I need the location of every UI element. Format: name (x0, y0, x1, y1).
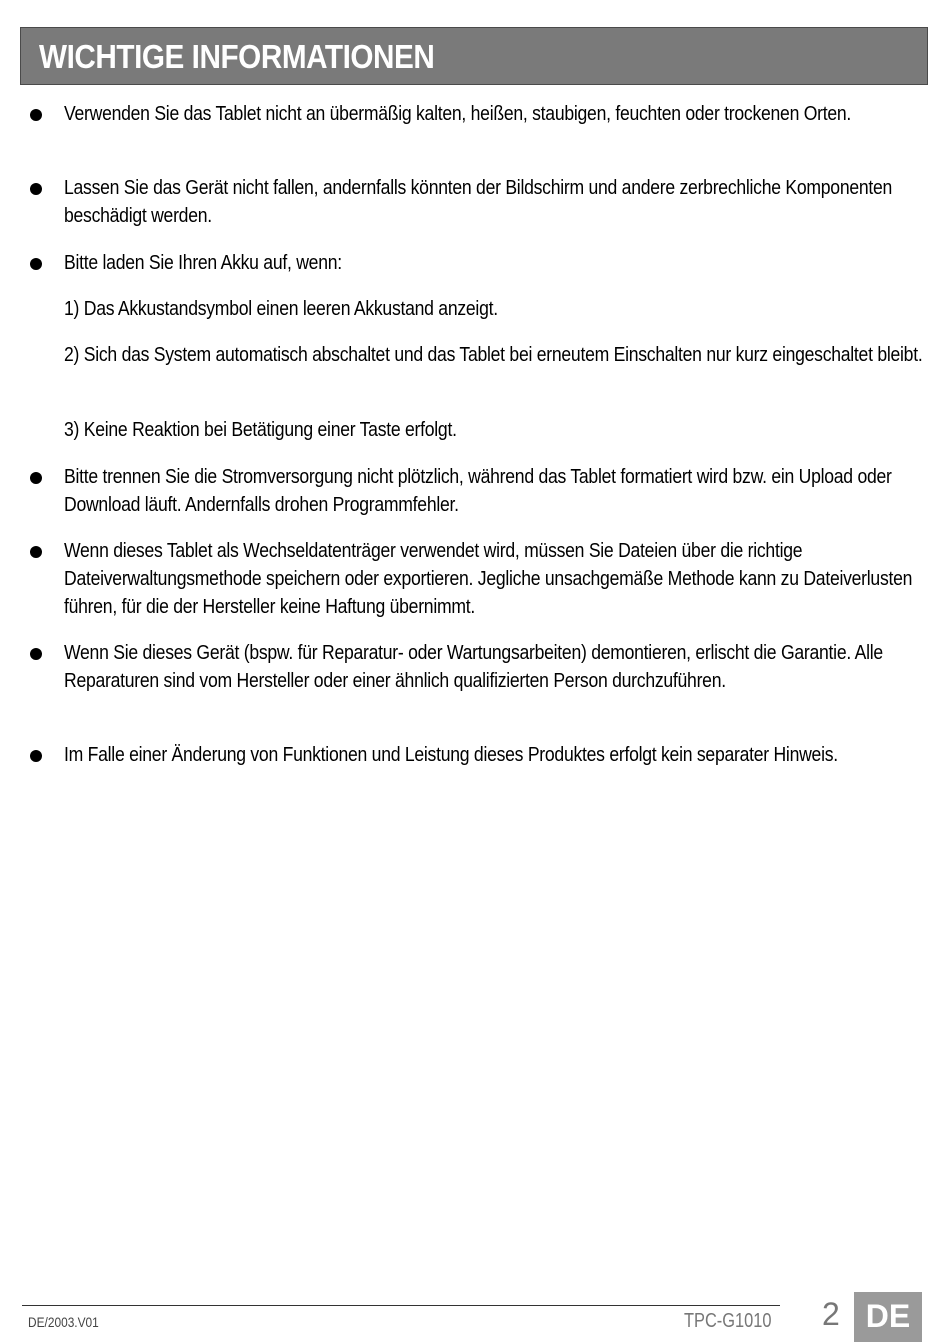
list-item-text: Wenn Sie dieses Gerät (bspw. für Reparatur- oder Wartungsarbeiten) demontieren, erlischt die Garantie. Alle Reparaturen sind vom Hersteller oder einer ähnlich qualifizierten Person durchzuführen. (64, 642, 883, 692)
language-label: DE (865, 1298, 911, 1334)
list-item-text: Lassen Sie das Gerät nicht fallen, andernfalls könnten der Bildschirm und andere zerbrechliche Komponenten beschädigt werden. (64, 177, 893, 227)
sub-item-text: Sich das System automatisch abschaltet und das Tablet bei erneutem Einschalten nur kurz eingeschaltet bleibt. (83, 344, 923, 366)
sub-item-text: Keine Reaktion bei Betätigung einer Taste erfolgt. (83, 419, 457, 441)
footer-version: DE/2003.V01 (28, 1314, 99, 1330)
bullet-icon (30, 258, 42, 270)
bullet-icon (30, 109, 42, 121)
bullet-icon (30, 183, 42, 195)
list-item (64, 100, 924, 128)
footer-model: TPC-G1010 (684, 1310, 772, 1332)
page-number: 2 (822, 1296, 840, 1332)
list-item (64, 741, 924, 769)
sub-list-item (64, 416, 924, 444)
bullet-icon (30, 546, 42, 558)
sub-list-item (64, 341, 924, 369)
section-header (20, 27, 928, 85)
footer-divider (22, 1305, 780, 1306)
sub-list-item (64, 295, 924, 323)
sub-item-number: 2) (64, 344, 80, 366)
list-item-text: Wenn dieses Tablet als Wechseldatenträger verwendet wird, müssen Sie Dateien über die richtige Dateiverwaltungsmethode speichern oder exportieren. Jegliche unsachgemäße Methode kann zu Dateiverlusten führen, für die der Hersteller keine Haftung übernimmt. (64, 540, 913, 618)
sub-item-number: 3) (64, 419, 80, 441)
list-item (64, 639, 924, 695)
page-title: WICHTIGE INFORMATIONEN (39, 38, 435, 75)
list-item-text: Bitte trennen Sie die Stromversorgung nicht plötzlich, während das Tablet formatiert wird bzw. ein Upload oder Download läuft. Andernfalls drohen Programmfehler. (64, 466, 892, 516)
list-item (64, 249, 924, 277)
list-item-text: Bitte laden Sie Ihren Akku auf, wenn: (64, 252, 342, 274)
list-item (64, 463, 924, 519)
language-badge (854, 1292, 922, 1342)
sub-item-text: Das Akkustandsymbol einen leeren Akkustand anzeigt. (83, 298, 498, 320)
bullet-icon (30, 472, 42, 484)
list-item (64, 537, 924, 621)
bullet-icon (30, 750, 42, 762)
sub-item-number: 1) (64, 298, 80, 320)
bullet-icon (30, 648, 42, 660)
list-item (64, 174, 924, 230)
list-item-text: Im Falle einer Änderung von Funktionen und Leistung dieses Produktes erfolgt kein separater Hinweis. (64, 744, 838, 766)
list-item-text: Verwenden Sie das Tablet nicht an übermäßig kalten, heißen, staubigen, feuchten oder trockenen Orten. (64, 103, 852, 125)
